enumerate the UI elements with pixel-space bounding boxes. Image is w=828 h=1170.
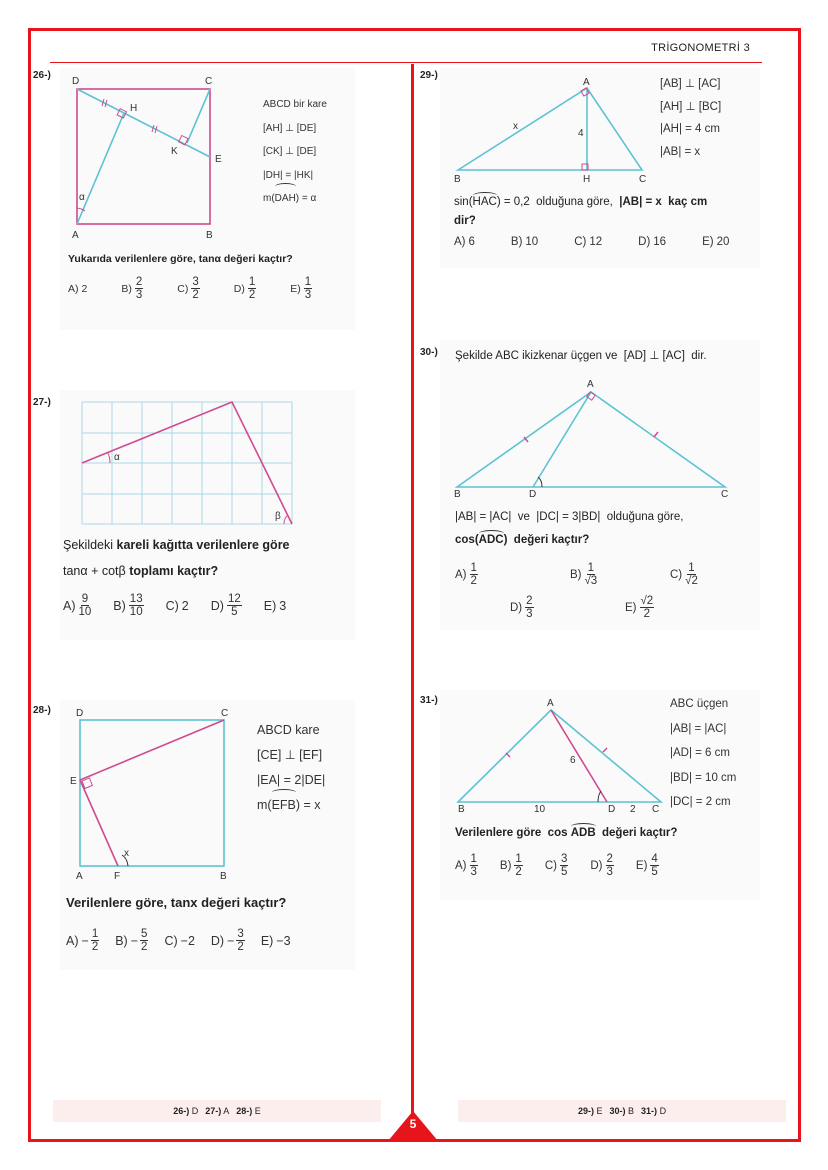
option-letter: A) [66, 933, 79, 948]
option-letter: D) [210, 933, 225, 948]
q31-options [455, 853, 659, 878]
fig-label-c: C [639, 174, 647, 184]
fraction-numerator: 9 [81, 593, 89, 605]
angle-arc: DAH [275, 187, 296, 211]
option-b [500, 853, 523, 878]
fraction-denominator: 3 [606, 866, 613, 878]
option-c [166, 599, 189, 613]
option-fraction [560, 853, 568, 878]
option-letter: B) [121, 282, 132, 295]
option-letter: E) [625, 601, 637, 614]
q29-figure [448, 74, 653, 184]
fraction-denominator: 2 [91, 941, 99, 953]
option-e [264, 599, 286, 613]
fraction-numerator: 1 [470, 562, 477, 574]
answer-item [205, 1106, 229, 1116]
q-text: ) değeri kaçtır? [503, 534, 590, 546]
option-letter: A) [454, 236, 466, 248]
fraction-numerator: 1 [470, 853, 477, 865]
fraction-numerator: 1 [688, 562, 695, 574]
option-letter: E) [635, 859, 648, 872]
option-letter: E) [290, 282, 301, 295]
angle-arc: ADC [478, 534, 504, 546]
fig-label-e: E [70, 776, 77, 787]
fraction-numerator: 5 [141, 928, 148, 940]
fraction-numerator: 2 [526, 595, 533, 607]
q29-givens [660, 73, 721, 163]
option-fraction [640, 595, 655, 620]
header-rule [50, 62, 762, 63]
q-text: tanα + cotβ [63, 564, 130, 578]
option-letter: E) [260, 933, 274, 948]
q27-number: 27-) [33, 397, 51, 408]
angle-post: ) = α [295, 193, 317, 204]
q30-question-line1: |AB| = |AC| ve |DC| = 3|BD| olduğuna göre, [455, 511, 684, 523]
given-line: ABCD kare [257, 723, 320, 737]
q26-givens [263, 93, 327, 211]
given-line: |AB| = x [660, 145, 701, 158]
option-letter: A) [68, 282, 79, 295]
option-letter: B) [570, 568, 582, 581]
option-value: 12 [589, 236, 603, 248]
q28-options [66, 928, 291, 953]
option-value: 20 [716, 236, 730, 248]
fraction-denominator: 3 [304, 289, 312, 301]
option-c [164, 934, 194, 948]
option-letter: B) [115, 933, 128, 948]
given-line: |EA| = 2|DE| [257, 773, 326, 787]
fraction-denominator: 2 [192, 289, 199, 301]
answer-q: 30-) [609, 1106, 626, 1116]
option-sign: − [130, 933, 139, 948]
q-text-bold: |AB| = x kaç cm [619, 196, 708, 208]
fig-label-c: C [652, 804, 660, 814]
fraction-numerator: 2 [606, 853, 613, 865]
option-letter: E) [263, 598, 277, 613]
option-letter: C) [544, 859, 557, 872]
fig-label-alpha: α [79, 192, 85, 203]
q30-question-line2 [455, 534, 589, 546]
fraction-denominator: √2 [685, 575, 698, 587]
fraction-denominator: 3 [526, 608, 533, 620]
option-value: 6 [468, 236, 475, 248]
option-letter: B) [113, 598, 126, 613]
angle-arc: ADB [570, 827, 596, 839]
q29-number: 29-) [420, 70, 438, 81]
option-value: 10 [525, 236, 539, 248]
option-fraction [140, 928, 148, 953]
fraction-numerator: 4 [651, 853, 658, 865]
option-c [177, 276, 200, 301]
fig-label-h: H [583, 174, 591, 184]
fig-label-a: A [72, 230, 79, 241]
fraction-denominator: 2 [141, 941, 148, 953]
answer-a: D [191, 1106, 199, 1116]
option-d [211, 928, 245, 953]
option-letter: A) [63, 598, 76, 613]
option-value: 16 [653, 236, 667, 248]
fig-label-c: C [721, 489, 729, 499]
fig-label-x: x [513, 121, 518, 132]
q29-question [454, 196, 707, 208]
fig-label-alpha: α [114, 452, 120, 463]
q30-figure [448, 374, 738, 499]
q26-number: 26-) [33, 70, 51, 81]
option-sign: − [81, 933, 89, 948]
answer-item [236, 1106, 261, 1116]
answer-q: 26-) [173, 1106, 190, 1116]
fig-label-d: D [76, 708, 84, 719]
option-letter: B) [499, 859, 512, 872]
fig-label-d: D [72, 76, 80, 87]
fraction-denominator: 2 [643, 608, 651, 620]
fig-label-4: 4 [578, 128, 584, 139]
given-line: [AH] ⊥ [BC] [660, 100, 722, 113]
fig-label-b: B [458, 804, 465, 814]
option-fraction [135, 276, 143, 301]
option-a [454, 236, 475, 248]
q27-question-line2 [63, 564, 218, 578]
option-b [115, 928, 148, 953]
given-line: [CK] ⊥ [DE] [263, 146, 317, 157]
fig-label-b: B [454, 489, 461, 499]
fraction-numerator: 1 [304, 276, 312, 288]
option-fraction [91, 928, 99, 953]
angle-pre: m( [257, 798, 272, 812]
q27-options [63, 593, 286, 618]
option-b [570, 562, 670, 587]
fraction-numerator: √2 [640, 595, 654, 607]
option-value: 3 [279, 598, 287, 613]
option-a [455, 853, 478, 878]
fig-label-a: A [587, 379, 594, 390]
fig-label-a: A [583, 77, 590, 88]
option-letter: A) [455, 859, 467, 872]
q27-grid-figure [78, 398, 298, 528]
option-fraction [470, 853, 478, 878]
fig-label-6: 6 [570, 755, 576, 766]
q26-options [68, 276, 312, 301]
q31-number: 31-) [420, 695, 438, 706]
option-fraction [685, 562, 698, 587]
fraction-denominator: 2 [237, 941, 244, 953]
option-d [590, 853, 614, 878]
answer-a: A [223, 1106, 230, 1116]
fig-label-b: B [206, 230, 213, 241]
option-letter: C) [177, 282, 189, 295]
fig-label-b: B [220, 871, 227, 882]
option-value: 2 [81, 282, 88, 295]
fraction-numerator: 1 [587, 562, 595, 574]
option-fraction [650, 853, 658, 878]
option-b [511, 236, 538, 248]
answer-item [641, 1106, 666, 1116]
answer-a: D [659, 1106, 667, 1116]
q-text: Şekildeki [63, 538, 117, 552]
q29-question-line2: dir? [454, 215, 476, 227]
fraction-numerator: 3 [237, 928, 244, 940]
given-line: |AH| = 4 cm [660, 123, 720, 135]
answer-key-right [458, 1100, 786, 1122]
given-line: |BD| = 10 cm [670, 771, 737, 784]
q30-number: 30-) [420, 347, 438, 358]
option-a [68, 283, 87, 295]
fraction-numerator: 1 [91, 928, 99, 940]
angle-pre: m( [263, 193, 275, 204]
option-b [113, 593, 143, 618]
page-title: TRİGONOMETRİ 3 [651, 42, 750, 54]
option-value: −3 [276, 933, 291, 948]
option-letter: D) [233, 282, 245, 295]
option-e [636, 853, 659, 878]
given-line: [AB] ⊥ [AC] [660, 78, 721, 90]
fig-label-d: D [608, 804, 616, 814]
option-d [211, 593, 242, 618]
q-text-bold: toplamı kaçtır? [129, 564, 219, 578]
fraction-denominator: 10 [129, 606, 143, 618]
column-divider [411, 64, 414, 1139]
fig-label-d: D [529, 489, 537, 499]
answer-q: 28-) [236, 1106, 253, 1116]
option-d [234, 276, 257, 301]
fraction-numerator: 2 [135, 276, 143, 288]
option-a [66, 928, 99, 953]
option-fraction [514, 853, 522, 878]
fig-label-2: 2 [630, 804, 636, 814]
given-line: ABC üçgen [670, 698, 729, 710]
answer-a: E [254, 1106, 261, 1116]
given-line: [CE] ⊥ [EF] [257, 748, 323, 762]
answer-item [173, 1106, 198, 1116]
option-letter: D) [590, 859, 603, 872]
answer-q: 31-) [641, 1106, 658, 1116]
option-fraction [129, 593, 144, 618]
angle-post: ) = x [295, 798, 321, 812]
given-line: |DH| = |HK| [263, 169, 314, 181]
fraction-denominator: 5 [231, 606, 238, 618]
option-letter: C) [574, 236, 587, 248]
option-e [290, 276, 312, 301]
answer-a: E [596, 1106, 603, 1116]
given-line: |AD| = 6 cm [670, 747, 730, 759]
option-b [121, 276, 143, 301]
answer-q: 29-) [577, 1106, 594, 1116]
option-fraction [191, 276, 199, 301]
fig-label-f: F [114, 871, 121, 882]
option-letter: D) [638, 236, 651, 248]
option-letter: D) [210, 598, 224, 613]
fig-label-b: B [454, 174, 461, 184]
fraction-numerator: 12 [227, 593, 241, 605]
fraction-denominator: 2 [470, 575, 477, 587]
q-text-bold: kareli kağıtta verilenlere göre [116, 538, 290, 552]
option-fraction [470, 562, 478, 587]
option-fraction [606, 853, 614, 878]
option-letter: B) [510, 236, 523, 248]
q26-question: Yukarıda verilenlere göre, tanα değeri kaçtır? [68, 253, 293, 265]
option-letter: D) [510, 601, 523, 614]
fraction-denominator: 5 [651, 866, 658, 878]
q30-options [455, 562, 735, 620]
angle-arc: EFB [272, 793, 296, 818]
answer-q: 27-) [205, 1106, 222, 1116]
option-d [638, 236, 666, 248]
option-fraction [236, 928, 244, 953]
fraction-numerator: 1 [515, 853, 522, 865]
option-letter: C) [670, 568, 683, 581]
answer-key-left [53, 1100, 381, 1122]
fig-label-10: 10 [534, 804, 546, 814]
answer-a: B [628, 1106, 635, 1116]
q31-givens [670, 692, 736, 815]
q27-question-line1 [63, 538, 290, 552]
option-letter: E) [702, 236, 714, 248]
option-sign: − [227, 933, 235, 948]
q28-number: 28-) [33, 705, 51, 716]
fraction-denominator: 3 [470, 866, 477, 878]
q31-figure [448, 694, 668, 814]
fraction-numerator: 3 [192, 276, 199, 288]
option-fraction [248, 276, 256, 301]
angle-arc: HAC [472, 196, 497, 208]
fraction-denominator: 2 [248, 289, 256, 301]
option-value: 2 [181, 598, 189, 613]
option-fraction [525, 595, 533, 620]
option-a [63, 593, 91, 618]
answer-item [578, 1106, 603, 1116]
given-angle [257, 793, 325, 818]
option-d [510, 595, 625, 620]
option-e [625, 595, 715, 620]
option-a [455, 562, 570, 587]
q30-intro: Şekilde ABC ikizkenar üçgen ve [AD] ⊥ [AC] dir. [455, 350, 707, 362]
option-fraction [227, 593, 242, 618]
fig-label-k: K [171, 146, 178, 157]
q28-givens [257, 718, 325, 818]
q-text: Verilenlere göre cos [455, 827, 571, 839]
option-letter: C) [165, 598, 179, 613]
q26-figure [60, 72, 240, 242]
fraction-denominator: √3 [584, 575, 598, 587]
fraction-denominator: 3 [135, 289, 143, 301]
option-letter: A) [455, 568, 467, 581]
given-line: [AH] ⊥ [DE] [263, 122, 317, 134]
given-line: ABCD bir kare [263, 99, 327, 110]
option-fraction [585, 562, 598, 587]
q-text: ) = 0,2 olduğuna göre, [496, 196, 620, 208]
answer-item [609, 1106, 634, 1116]
q28-question: Verilenlere göre, tanx değeri kaçtır? [66, 895, 287, 910]
q-text: değeri kaçtır? [595, 827, 678, 839]
fraction-denominator: 2 [515, 866, 522, 878]
fig-label-h: H [130, 103, 138, 114]
fraction-denominator: 10 [78, 606, 92, 618]
given-line: |AB| = |AC| [670, 722, 727, 735]
fig-label-x: x [124, 848, 129, 859]
fig-label-e: E [215, 154, 222, 165]
fig-label-a: A [547, 698, 554, 709]
fraction-numerator: 3 [560, 853, 568, 865]
q-text: cos( [455, 534, 479, 546]
given-angle [263, 187, 327, 211]
fig-label-a: A [76, 871, 83, 882]
q31-question [455, 827, 677, 839]
option-e [702, 236, 729, 248]
q29-options [454, 236, 729, 248]
page-number: 5 [409, 1117, 417, 1131]
option-e [261, 934, 291, 948]
fig-label-beta: β [275, 511, 281, 522]
fig-label-c: C [221, 708, 229, 719]
option-fraction [79, 593, 92, 618]
option-c [670, 562, 735, 587]
fraction-numerator: 13 [129, 593, 143, 605]
fraction-denominator: 5 [560, 866, 568, 878]
q28-figure [62, 702, 247, 882]
option-c [574, 236, 602, 248]
option-c [545, 853, 569, 878]
given-line: |DC| = 2 cm [670, 796, 731, 808]
fraction-numerator: 1 [248, 276, 256, 288]
fig-label-c: C [205, 76, 213, 87]
option-value: −2 [180, 933, 195, 948]
option-fraction [304, 276, 312, 301]
option-letter: C) [164, 933, 178, 948]
q-text: sin( [454, 196, 473, 208]
